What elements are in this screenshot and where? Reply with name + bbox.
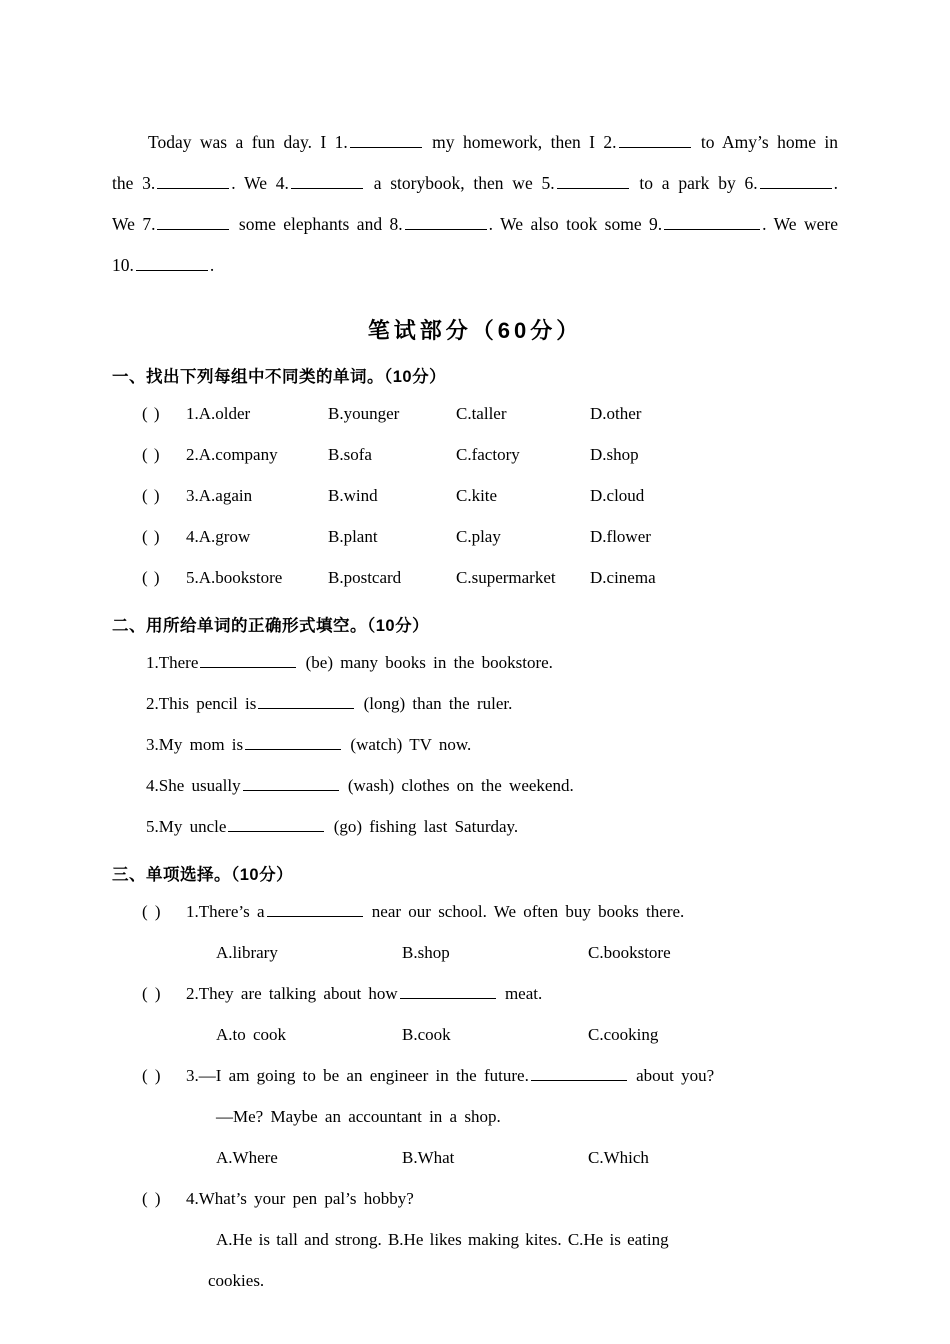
section-3-question-4-options[interactable]: A.He is tall and strong. B.He likes making kites. C.He is eating: [216, 1229, 669, 1249]
option-a: [186, 434, 328, 475]
question-number: 4.: [186, 526, 199, 546]
option-a: [186, 393, 328, 434]
option-c[interactable]: C.play: [456, 526, 501, 546]
cloze-blank-3[interactable]: [157, 173, 229, 189]
section-3-question-3-stem: [112, 1055, 838, 1096]
question-number: 3.: [186, 485, 199, 505]
cloze-text-2: to Amy’s home in the 3.: [112, 131, 838, 193]
section-3-question-2-options: [112, 1014, 838, 1055]
option-d[interactable]: D.flower: [590, 526, 651, 546]
fill-blank[interactable]: [200, 652, 296, 668]
question-number: 2.: [186, 444, 199, 464]
option-b[interactable]: B.younger: [328, 403, 400, 423]
option-d[interactable]: D.shop: [590, 444, 639, 464]
answer-paren[interactable]: ( ): [142, 526, 160, 546]
section-1-heading: 一、找出下列每组中不同类的单词。（10分）: [112, 367, 447, 386]
option-a[interactable]: A.Where: [216, 1147, 278, 1167]
section-1-question-4: [112, 516, 838, 557]
option-a-label[interactable]: A.company: [198, 444, 278, 464]
option-d[interactable]: D.other: [590, 403, 642, 423]
option-a: [186, 475, 328, 516]
option-b[interactable]: B.What: [402, 1147, 455, 1167]
item-suffix: (long) than the ruler.: [363, 693, 513, 713]
option-b[interactable]: B.plant: [328, 526, 378, 546]
option-a: [186, 516, 328, 557]
cloze-blank-6[interactable]: [760, 173, 832, 189]
cloze-blank-2[interactable]: [619, 132, 691, 148]
section-3-question-1-options: [112, 932, 838, 973]
cloze-blank-4[interactable]: [291, 173, 363, 189]
question-number: 5.: [186, 567, 199, 587]
option-b[interactable]: B.sofa: [328, 444, 372, 464]
cloze-blank-10[interactable]: [136, 255, 208, 271]
section-3-question-3-options: [112, 1137, 838, 1178]
page-title: 笔试部分（60分）: [367, 317, 583, 343]
section-3-question-1-stem: [112, 891, 838, 932]
cloze-blank-8[interactable]: [405, 214, 487, 230]
fill-blank[interactable]: [258, 693, 354, 709]
section-1-question-2: [112, 434, 838, 475]
option-a[interactable]: A.to cook: [216, 1024, 287, 1044]
item-prefix: 3.My mom is: [146, 734, 244, 754]
section-2-item-4: [112, 765, 838, 806]
option-b[interactable]: B.shop: [402, 942, 450, 962]
section-3-question-4-options-cont: cookies.: [208, 1270, 265, 1290]
cloze-text-4: a storybook, then we 5.: [364, 172, 555, 193]
option-c[interactable]: C.kite: [456, 485, 498, 505]
stem-suffix: meat.: [504, 983, 543, 1003]
stem-blank[interactable]: [267, 901, 363, 917]
stem-prefix: 2.They are talking about how: [186, 983, 398, 1003]
section-1-question-1: [112, 393, 838, 434]
option-a[interactable]: A.library: [216, 942, 278, 962]
stem-blank[interactable]: [531, 1065, 627, 1081]
option-a-label[interactable]: A.bookstore: [198, 567, 283, 587]
cloze-text-9: . We were 10.: [112, 213, 838, 275]
option-a-label[interactable]: A.grow: [198, 526, 251, 546]
answer-paren[interactable]: ( ): [142, 444, 160, 464]
cloze-blank-7[interactable]: [157, 214, 229, 230]
cloze-text-1: my homework, then I 2.: [423, 131, 617, 152]
answer-paren[interactable]: ( ): [142, 983, 161, 1003]
cloze-text-5: to a park by 6.: [630, 172, 758, 193]
fill-blank[interactable]: [228, 816, 324, 832]
item-prefix: 4.She usually: [146, 775, 241, 795]
answer-paren[interactable]: ( ): [142, 567, 160, 587]
fill-blank[interactable]: [245, 734, 341, 750]
section-2-item-3: [112, 724, 838, 765]
option-a: [186, 557, 328, 598]
item-suffix: (watch) TV now.: [350, 734, 472, 754]
stem-prefix: 3.—I am going to be an engineer in the future.: [186, 1065, 529, 1085]
stem-blank[interactable]: [400, 983, 496, 999]
question-number: 1.: [186, 403, 199, 423]
stem-text: 4.What’s your pen pal’s hobby?: [186, 1188, 414, 1208]
item-suffix: (wash) clothes on the weekend.: [347, 775, 574, 795]
cloze-text-7: some elephants and 8.: [231, 213, 403, 234]
stem-suffix: near our school. We often buy books there.: [371, 901, 685, 921]
answer-paren[interactable]: ( ): [142, 901, 161, 921]
option-a-label[interactable]: A.again: [198, 485, 253, 505]
page-content: [112, 104, 838, 1301]
cloze-text-8: . We also took some 9.: [488, 213, 663, 234]
item-prefix: 1.There: [146, 652, 199, 672]
section-2-item-2: [112, 683, 838, 724]
section-3-question-4-stem: [112, 1178, 838, 1219]
fill-blank[interactable]: [243, 775, 339, 791]
item-prefix: 2.This pencil is: [146, 693, 257, 713]
section-1-question-5: [112, 557, 838, 598]
cloze-blank-1[interactable]: [350, 132, 422, 148]
option-b[interactable]: B.cook: [402, 1024, 451, 1044]
section-3-heading: 三、单项选择。（10分）: [112, 865, 294, 884]
answer-paren[interactable]: ( ): [142, 485, 160, 505]
cloze-paragraph: [112, 122, 838, 286]
item-suffix: (go) fishing last Saturday.: [333, 816, 519, 836]
cloze-text-6: . We 7.: [112, 172, 838, 234]
option-c[interactable]: C.Which: [588, 1147, 649, 1167]
option-d[interactable]: D.cloud: [590, 485, 645, 505]
answer-paren[interactable]: ( ): [142, 1188, 161, 1208]
answer-paren[interactable]: ( ): [142, 1065, 161, 1085]
option-c[interactable]: C.bookstore: [588, 942, 671, 962]
answer-paren[interactable]: ( ): [142, 403, 160, 423]
option-a-label[interactable]: A.older: [198, 403, 251, 423]
cloze-text-0: Today was a fun day. I 1.: [148, 131, 348, 152]
option-c[interactable]: C.cooking: [588, 1024, 659, 1044]
option-d[interactable]: D.cinema: [590, 567, 656, 587]
item-suffix: (be) many books in the bookstore.: [305, 652, 553, 672]
stem-suffix: about you?: [636, 1065, 715, 1085]
section-2-item-1: [112, 642, 838, 683]
stem-prefix: 1.There’s a: [186, 901, 265, 921]
item-prefix: 5.My uncle: [146, 816, 227, 836]
section-2-item-5: [112, 806, 838, 847]
option-b[interactable]: B.postcard: [328, 567, 402, 587]
option-c[interactable]: C.taller: [456, 403, 507, 423]
cloze-blank-9[interactable]: [664, 214, 760, 230]
section-1-question-3: [112, 475, 838, 516]
cloze-blank-5[interactable]: [557, 173, 629, 189]
cloze-text-10: .: [209, 254, 215, 275]
section-2-heading: 二、用所给单词的正确形式填空。（10分）: [112, 616, 430, 635]
cloze-text-3: . We 4.: [231, 172, 289, 193]
option-c[interactable]: C.factory: [456, 444, 520, 464]
option-c[interactable]: C.supermarket: [456, 567, 556, 587]
section-3-question-3-line2: —Me? Maybe an accountant in a shop.: [216, 1106, 501, 1126]
section-3-question-2-stem: [112, 973, 838, 1014]
option-b[interactable]: B.wind: [328, 485, 378, 505]
